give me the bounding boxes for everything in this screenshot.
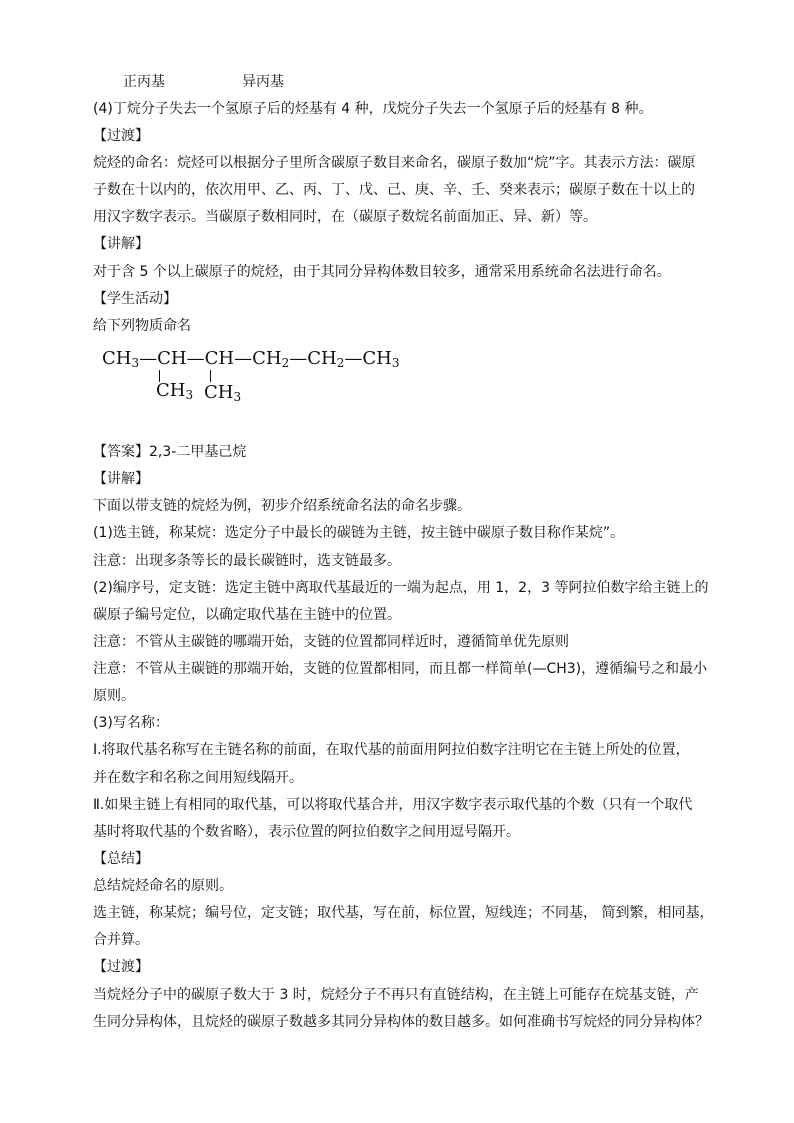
paragraph-line: 总结烷烃命名的原则。 xyxy=(93,878,233,894)
paragraph-line: 并在数字和名称之间用短线隔开。 xyxy=(93,770,303,786)
formula-main-chain: $CH_3—CH—CH—CH_2—CH_2—CH_3$ xyxy=(102,348,400,370)
formula-branch-2: $CH_3$ xyxy=(204,382,242,404)
iso-propyl-label: 异丙基 xyxy=(242,74,284,90)
section-heading-student-activity: 【学生活动】 xyxy=(93,291,177,307)
paragraph-line: 合并算。 xyxy=(93,932,149,948)
paragraph-line: 注意：出现多条等长的最长碳链时，选支链最多。 xyxy=(93,553,401,569)
paragraph-line: 注意：不管从主碳链的哪端开始，支链的位置都同样近时，遵循简单优先原则 xyxy=(93,634,569,650)
paragraph-line: 注意：不管从主碳链的那端开始，支链的位置都相同，而且都一样简单(—CH3)，遵循编号之和最小 xyxy=(93,661,708,677)
paragraph-line: 生同分异构体，且烷烃的碳原子数越多其同分异构体的数目越多。如何准确书写烷烃的同分异构体？ xyxy=(93,1014,709,1030)
n-propyl-label: 正丙基 xyxy=(123,74,165,90)
section-heading-summary: 【总结】 xyxy=(93,851,149,867)
formula-branch-1: $CH_3$ xyxy=(156,380,194,402)
section-heading-explanation: 【讲解】 xyxy=(93,236,149,252)
section-heading-explanation: 【讲解】 xyxy=(93,471,149,487)
paragraph-line: (3)写名称： xyxy=(93,715,169,731)
answer-line: 【答案】2,3-二甲基己烷 xyxy=(93,444,247,460)
paragraph-line: 下面以带支链的烷烃为例，初步介绍系统命名法的命名步骤。 xyxy=(93,498,471,514)
paragraph-line: 选主链，称某烷；编号位，定支链；取代基，写在前，标位置，短线连；不同基， 简到繁，相同基， xyxy=(93,905,714,921)
paragraph-line: 当烷烃分子中的碳原子数大于 3 时，烷烃分子不再只有直链结构，在主链上可能存在烷基支链，产 xyxy=(93,987,699,1003)
paragraph-line: 对于含 5 个以上碳原子的烷烃，由于其同分异构体数目较多，通常采用系统命名法进行命名。 xyxy=(93,264,671,280)
branch-bond-2 xyxy=(210,370,211,382)
paragraph-line: (2)编序号，定支链：选定主链中离取代基最近的一端为起点，用 1，2，3 等阿拉伯数字给主链上的 xyxy=(93,580,709,596)
paragraph-line: 给下列物质命名 xyxy=(93,318,191,334)
structural-formula xyxy=(95,344,425,408)
paragraph-line: Ⅱ.如果主链上有相同的取代基，可以将取代基合并，用汉字数字表示取代基的个数（只有一个取代 xyxy=(93,797,693,813)
paragraph-line: 用汉字数字表示。当碳原子数相同时，在（碳原子数烷名前面加正、异、新）等。 xyxy=(93,209,597,225)
section-heading-transition: 【过渡】 xyxy=(93,128,149,144)
paragraph-line: (4)丁烷分子失去一个氢原子后的烃基有 4 种，戊烷分子失去一个氢原子后的烃基有 8 种。 xyxy=(93,101,653,117)
paragraph-line: Ⅰ.将取代基名称写在主链名称的前面，在取代基的前面用阿拉伯数字注明它在主链上所处的位置， xyxy=(93,742,690,758)
section-heading-transition: 【过渡】 xyxy=(93,959,149,975)
paragraph-line: 烷烃的命名：烷烃可以根据分子里所含碳原子数目来命名，碳原子数加“烷”字。其表示方法：碳原 xyxy=(93,155,696,171)
paragraph-line: 碳原子编号定位，以确定取代基在主链中的位置。 xyxy=(93,607,401,623)
propyl-labels xyxy=(123,72,743,92)
paragraph-line: 子数在十以内的，依次用甲、乙、丙、丁、戊、己、庚、辛、壬、癸来表示；碳原子数在十以上的 xyxy=(93,182,695,198)
paragraph-line: 原则。 xyxy=(93,688,135,704)
paragraph-line: (1)选主链，称某烷：选定分子中最长的碳链为主链，按主链中碳原子数目称作某烷”。 xyxy=(93,525,625,541)
paragraph-line: 基时将取代基的个数省略），表示位置的阿拉伯数字之间用逗号隔开。 xyxy=(93,824,520,840)
